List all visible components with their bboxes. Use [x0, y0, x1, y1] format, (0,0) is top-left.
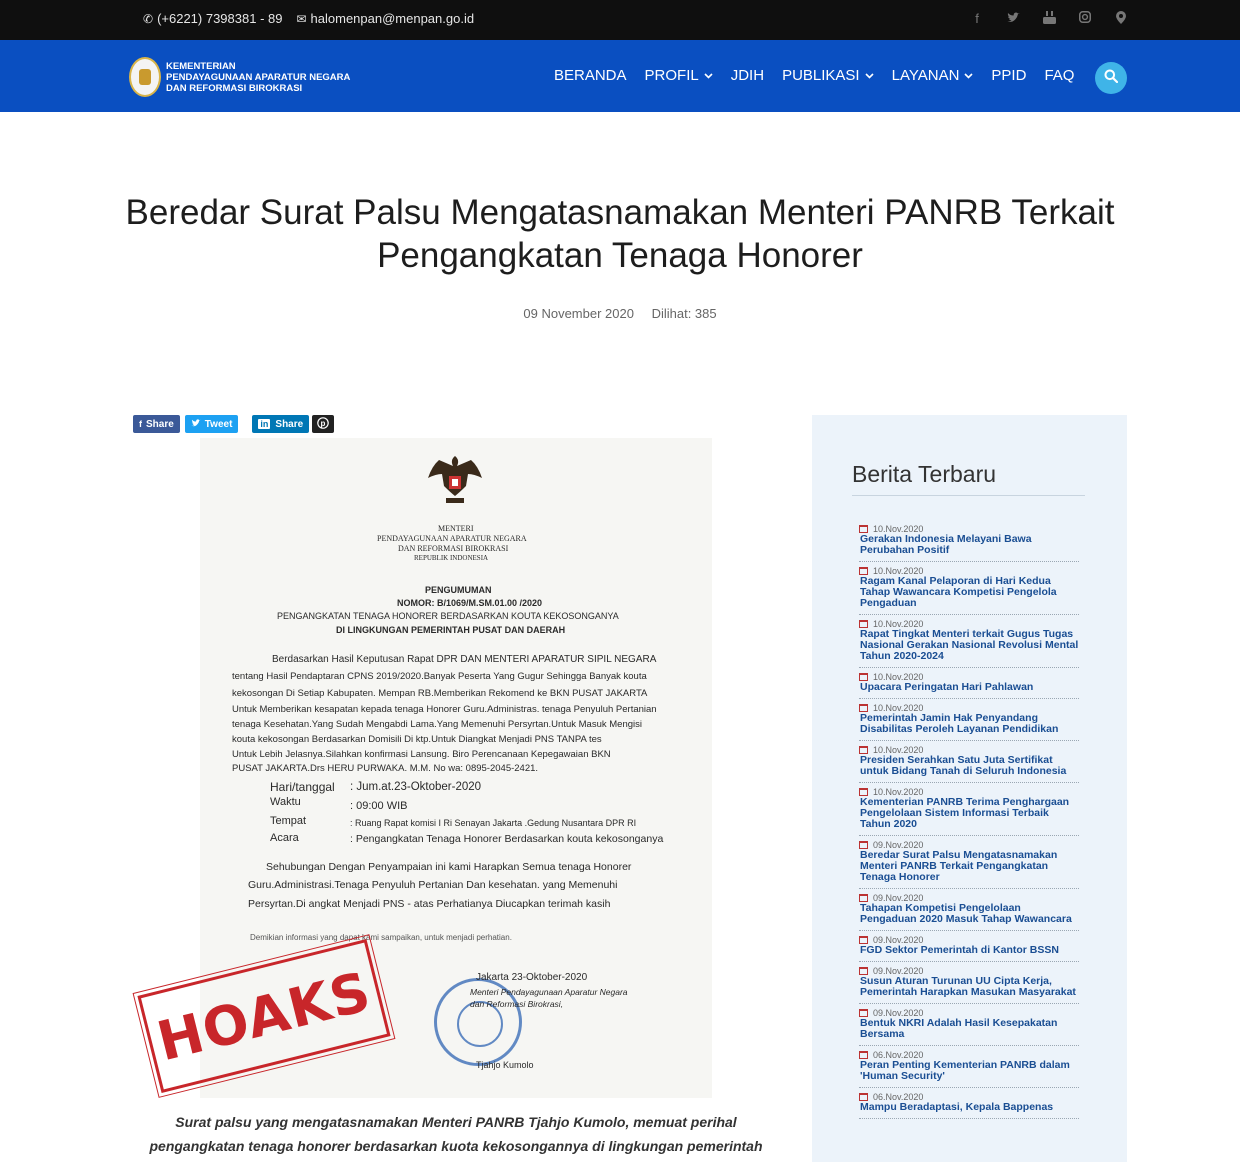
letter-closing-1: Sehubungan Dengan Penyampaian ini kami Harapkan Semua tenaga Honorer	[266, 861, 632, 873]
news-list-item[interactable]	[859, 1007, 1079, 1046]
news-list-item[interactable]	[859, 702, 1079, 741]
letter-org-2: PENDAYAGUNAAN APARATUR NEGARA	[377, 534, 527, 543]
calendar-icon	[859, 1009, 868, 1017]
letter-org-1: MENTERI	[438, 524, 474, 533]
menu-label: BERANDA	[554, 67, 627, 84]
pinterest-share-button[interactable]	[312, 415, 334, 433]
news-date-text: 09.Nov.2020	[873, 966, 924, 976]
menu-label: PUBLIKASI	[782, 67, 860, 84]
facebook-share-button[interactable]	[133, 415, 180, 433]
letter-subject-1: PENGANGKATAN TENAGA HONORER BERDASARKAN KOUTA KEKOSONGANYA	[277, 611, 619, 621]
chevron-down-icon	[865, 71, 874, 81]
letter-body-line: Berdasarkan Hasil Keputusan Rapat DPR DAN MENTERI APARATUR SIPIL NEGARA	[272, 654, 657, 665]
menu-item-faq[interactable]	[1044, 67, 1074, 84]
news-link[interactable]: FGD Sektor Pemerintah di Kantor BSSN	[860, 944, 1059, 956]
twitter-share-label: Tweet	[204, 418, 233, 430]
contact-info	[143, 11, 474, 26]
letter-body-line: tentang Hasil Pendaptaran CPNS 2019/2020.Banyak Peserta Yang Gugur Sehingga Banyak kouta	[232, 671, 647, 682]
calendar-icon	[859, 673, 868, 681]
news-date-text: 09.Nov.2020	[873, 935, 924, 945]
article-meta	[0, 306, 1240, 321]
phone-contact[interactable]	[143, 11, 282, 26]
news-list	[859, 523, 1079, 1122]
logo-text	[166, 61, 350, 94]
sidebar-divider	[852, 495, 1085, 496]
letter-org-4: REPUBLIK INDONESIA	[414, 554, 489, 562]
news-date-text: 09.Nov.2020	[873, 840, 924, 850]
news-date-text: 09.Nov.2020	[873, 1008, 924, 1018]
main-menu	[554, 67, 1092, 84]
letter-detail-value: : Pengangkatan Tenaga Honorer Berdasarkan kouta kekosonganya	[350, 833, 664, 845]
article-title-line-2: Pengangkatan Tenaga Honorer	[377, 236, 863, 275]
news-list-item[interactable]	[859, 523, 1079, 562]
youtube-icon[interactable]	[1042, 11, 1056, 27]
news-list-item[interactable]	[859, 839, 1079, 889]
calendar-icon	[859, 620, 868, 628]
hoax-stamp-text: HOAKS	[151, 959, 377, 1073]
news-link[interactable]: Susun Aturan Turunan UU Cipta Kerja, Pemerintah Harapkan Masukan Masyarakat	[860, 975, 1076, 998]
sidebar-heading: Berita Terbaru	[852, 461, 997, 487]
facebook-share-label: Share	[146, 418, 174, 430]
news-link[interactable]: Pemerintah Jamin Hak Penyandang Disabilitas Peroleh Layanan Pendidikan	[860, 712, 1059, 735]
news-date-text: 10.Nov.2020	[873, 619, 924, 629]
article-date: 09 November 2020	[523, 306, 634, 321]
news-link[interactable]: Rapat Tingkat Menteri terkait Gugus Tugas Nasional Gerakan Nasional Revolusi Mental Tahun 2020-2024	[860, 628, 1079, 662]
map-pin-icon[interactable]	[1114, 11, 1128, 27]
letter-detail-key: Hari/tanggal	[270, 780, 335, 794]
logo-line-3: DAN REFORMASI BIROKRASI	[166, 82, 303, 94]
calendar-icon	[859, 1051, 868, 1059]
news-list-item[interactable]	[859, 934, 1079, 962]
calendar-icon	[859, 567, 868, 575]
news-list-item[interactable]	[859, 1049, 1079, 1088]
search-button[interactable]	[1095, 62, 1127, 94]
letter-detail-value: : Ruang Rapat komisi I Ri Senayan Jakarta .Gedung Nusantara DPR RI	[350, 818, 637, 828]
instagram-icon[interactable]	[1078, 11, 1092, 27]
letter-subject-2: DI LINGKUNGAN PEMERINTAH PUSAT DAN DAERAH	[336, 625, 566, 635]
letter-detail-value: : 09:00 WIB	[350, 800, 408, 812]
letter-body-line: PUSAT JAKARTA.Drs HERU PURWAKA. M.M. No wa: 0895-2045-2421.	[232, 763, 539, 774]
letter-number: NOMOR: B/1069/M.SM.01.00 /2020	[397, 598, 543, 608]
menu-item-profil[interactable]	[645, 67, 713, 84]
letter-body-line: Untuk Lebih Jelasnya.Silahkan konfirmasi Lansung. Biro Perencanaan Kepegawaian BKN	[232, 749, 611, 760]
news-list-item[interactable]	[859, 1091, 1079, 1119]
linkedin-share-label: Share	[275, 418, 304, 430]
menu-label: JDIH	[730, 67, 765, 84]
share-buttons	[133, 415, 334, 433]
garuda-emblem-icon	[426, 452, 484, 508]
image-caption	[133, 1110, 779, 1158]
envelope-icon: ✉	[296, 12, 307, 26]
article-title-line-1: Beredar Surat Palsu Mengatasnamakan Menteri PANRB Terkait	[125, 193, 1115, 232]
news-link[interactable]: Ragam Kanal Pelaporan di Hari Kedua Tahap Wawancara Kompetisi Pengelola Pengaduan	[860, 575, 1057, 609]
letter-detail-key: Tempat	[270, 815, 307, 827]
phone-icon: ✆	[143, 12, 154, 26]
news-link[interactable]: Peran Penting Kementerian PANRB dalam 'Human Security'	[860, 1059, 1070, 1082]
article-views: Dilihat: 385	[651, 306, 717, 321]
main-navbar	[0, 40, 1240, 112]
news-link[interactable]: Upacara Peringatan Hari Pahlawan	[860, 681, 1034, 693]
news-link[interactable]: Kementerian PANRB Terima Penghargaan Pengelolaan Sistem Informasi Terbaik Tahun 2020	[860, 796, 1070, 830]
site-logo[interactable]	[129, 57, 350, 97]
ministry-emblem-icon	[129, 57, 161, 97]
news-list-item[interactable]	[859, 744, 1079, 783]
news-link[interactable]: Mampu Beradaptasi, Kepala Bappenas	[860, 1101, 1054, 1113]
letter-closing-2: Guru.Administrasi.Tenaga Penyuluh Pertanian Dan kesehatan. yang Memenuhi	[248, 879, 618, 891]
menu-item-ppid[interactable]	[991, 67, 1026, 84]
news-link[interactable]: Bentuk NKRI Adalah Hasil Kesepakatan Bersama	[860, 1017, 1058, 1040]
news-date-text: 10.Nov.2020	[873, 787, 924, 797]
caption-line-2: pengangkatan tenaga honorer berdasarkan kuota kekosongannya di lingkungan pemerintah	[149, 1138, 763, 1154]
news-link[interactable]: Gerakan Indonesia Melayani Bawa Perubahan Positif	[860, 533, 1032, 556]
calendar-icon	[859, 967, 868, 975]
news-list-item[interactable]	[859, 892, 1079, 931]
news-date-text: 09.Nov.2020	[873, 893, 924, 903]
article-title	[40, 191, 1200, 277]
news-list-item[interactable]	[859, 965, 1079, 1004]
news-list-item[interactable]	[859, 618, 1079, 668]
linkedin-share-button[interactable]	[252, 415, 309, 433]
news-date-text: 10.Nov.2020	[873, 566, 924, 576]
letter-body-line: kekosongan Di Setiap Kabupaten. Mempan RB.Memberikan Rekomend ke BKN PUSAT JAKARTA	[232, 688, 648, 699]
facebook-icon: f	[139, 419, 142, 429]
letter-closing-4: Demikian informasi yang dapat kami sampaikan, untuk menjadi perhatian.	[250, 933, 512, 942]
menu-item-jdih[interactable]	[731, 67, 764, 84]
calendar-icon	[859, 525, 868, 533]
letter-detail-key: Waktu	[270, 796, 301, 808]
news-date-text: 10.Nov.2020	[873, 524, 924, 534]
letter-body-line: tenaga Kesehatan.Yang Sudah Mengabdi Lama.Yang Memenuhi Persyrtan.Untuk Masuk Mengisi	[232, 719, 642, 730]
news-date-text: 10.Nov.2020	[873, 672, 924, 682]
twitter-icon	[191, 419, 201, 430]
letter-detail-value: : Jum.at.23-Oktober-2020	[350, 781, 482, 793]
letter-closing-3: Persyrtan.Di angkat Menjadi PNS - atas Perhatianya Diucapkan terimah kasih	[248, 898, 611, 910]
news-list-item[interactable]	[859, 786, 1079, 836]
logo-line-1: KEMENTERIAN	[166, 60, 236, 72]
menu-label: PROFIL	[644, 67, 699, 84]
calendar-icon	[859, 1093, 868, 1101]
calendar-icon	[859, 936, 868, 944]
svg-text:p: p	[320, 418, 326, 428]
calendar-icon	[859, 788, 868, 796]
twitter-share-button[interactable]	[185, 415, 239, 433]
letter-detail-key: Acara	[270, 832, 299, 844]
letter-body-line: kouta kekosongan Berdasarkan Domisili Di ktp.Untuk Diangkat Menjadi PNS TANPA tes	[232, 734, 602, 745]
calendar-icon	[859, 841, 868, 849]
chevron-down-icon	[964, 71, 973, 81]
menu-item-beranda[interactable]	[554, 67, 627, 84]
letter-org-3: DAN REFORMASI BIROKRASI	[398, 544, 509, 553]
news-list-item[interactable]	[859, 565, 1079, 615]
twitter-icon[interactable]	[1006, 11, 1020, 27]
letter-sign-title-1: Menteri Pendayagunaan Aparatur Negara	[470, 987, 628, 997]
news-date-text: 10.Nov.2020	[873, 703, 924, 713]
letter-body-line: Untuk Memberikan kesapatan kepada tenaga Honorer Guru.Administras. tenaga Penyuluh Pertanian	[232, 704, 657, 715]
news-link[interactable]: Beredar Surat Palsu Mengatasnamakan Menteri PANRB Terkait Pengangkatan Tenaga Honorer	[860, 849, 1058, 883]
news-link[interactable]: Presiden Serahkan Satu Juta Sertifikat untuk Bidang Tanah di Seluruh Indonesia	[860, 754, 1067, 777]
menu-label: LAYANAN	[891, 67, 960, 84]
news-date-text: 06.Nov.2020	[873, 1050, 924, 1060]
letter-sign-place: Jakarta 23-Oktober-2020	[476, 972, 588, 983]
news-date-text: 06.Nov.2020	[873, 1092, 924, 1102]
linkedin-icon: in	[260, 419, 269, 429]
letter-heading: PENGUMUMAN	[425, 585, 492, 595]
phone-number: (+6221) 7398381 - 89	[157, 11, 283, 26]
caption-line-1: Surat palsu yang mengatasnamakan Menteri PANRB Tjahjo Kumolo, memuat perihal	[175, 1114, 737, 1130]
calendar-icon	[859, 704, 868, 712]
social-links	[970, 11, 1128, 27]
news-list-item[interactable]	[859, 671, 1079, 699]
logo-line-2: PENDAYAGUNAAN APARATUR NEGARA	[166, 71, 351, 83]
news-link[interactable]: Tahapan Kompetisi Pengelolaan Pengaduan 2020 Masuk Tahap Wawancara	[860, 902, 1072, 925]
email-address: halomenpan@menpan.go.id	[310, 11, 475, 26]
sidebar-latest-news	[812, 415, 1127, 1162]
letter-sign-title-2: dan Reformasi Birokrasi,	[470, 999, 564, 1009]
facebook-icon[interactable]: f	[975, 11, 979, 26]
pinterest-icon	[317, 417, 329, 432]
menu-item-publikasi[interactable]	[782, 67, 874, 84]
search-icon	[1104, 69, 1118, 88]
email-contact[interactable]	[296, 11, 474, 26]
letter-sign-name: Tjahjo Kumolo	[476, 1060, 534, 1070]
news-date-text: 10.Nov.2020	[873, 745, 924, 755]
calendar-icon	[859, 746, 868, 754]
menu-item-layanan[interactable]	[892, 67, 974, 84]
calendar-icon	[859, 894, 868, 902]
menu-label: FAQ	[1044, 67, 1075, 84]
menu-label: PPID	[991, 67, 1027, 84]
top-bar	[0, 0, 1240, 40]
chevron-down-icon	[704, 71, 713, 81]
